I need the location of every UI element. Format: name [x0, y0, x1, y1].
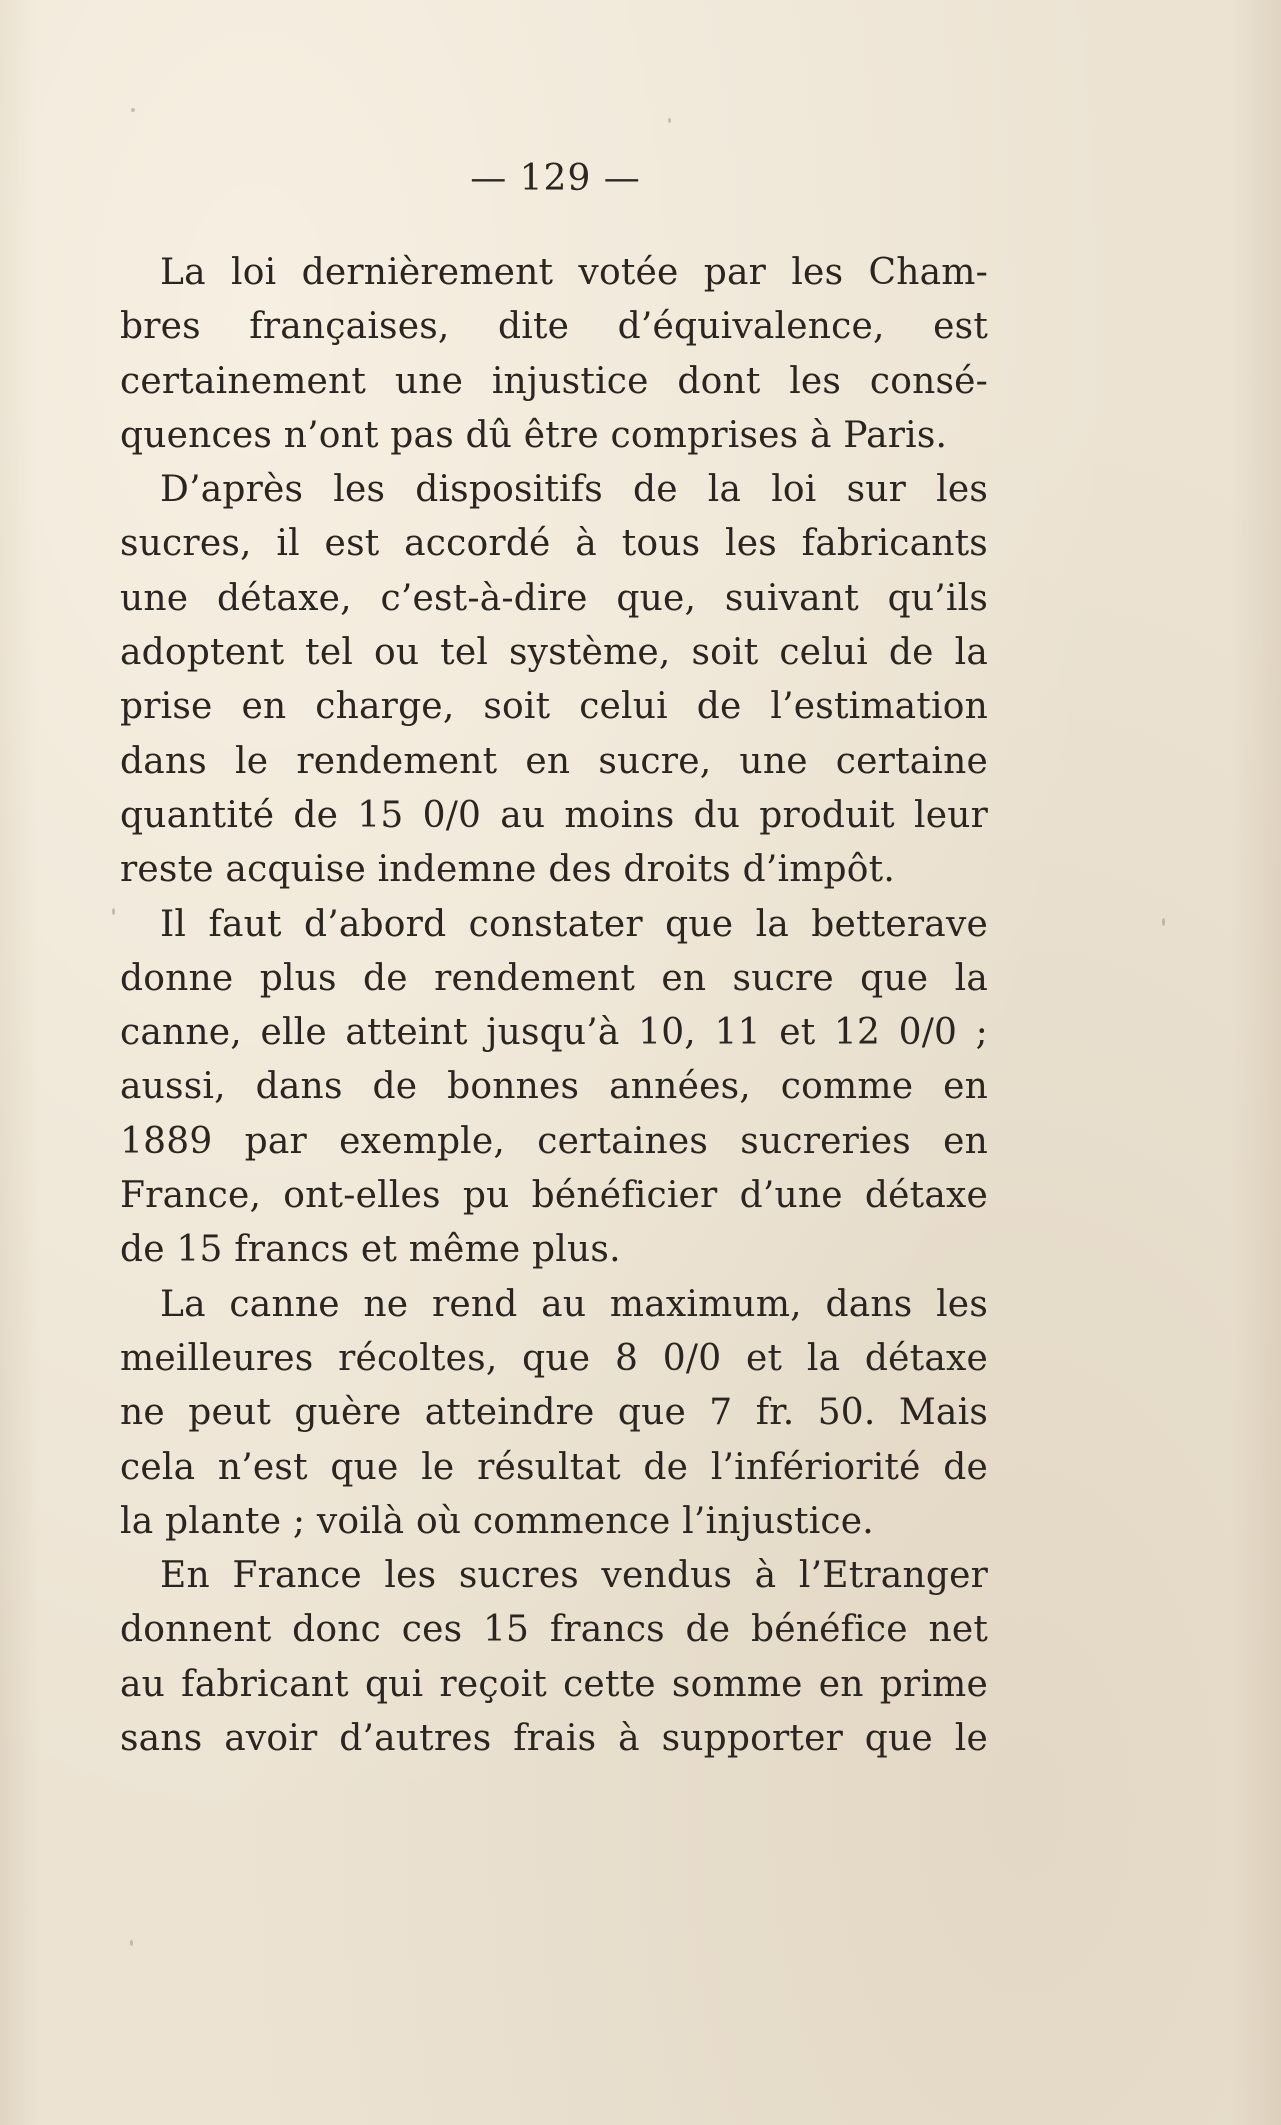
text-line: sucres, il est accordé à tous les fabricants: [120, 523, 988, 565]
text-line: adoptent tel ou tel système, soit celui de la: [120, 632, 988, 674]
text-line: canne, elle atteint jusqu’à 10, 11 et 12 0/0 ;: [120, 1012, 988, 1054]
text-line: En France les sucres vendus à l’Etranger: [160, 1555, 988, 1597]
text-line: D’après les dispositifs de la loi sur les: [160, 469, 988, 511]
text-line: au fabricant qui reçoit cette somme en prime: [120, 1663, 988, 1705]
text-line: reste acquise indemne des droits d’impôt.: [120, 849, 895, 891]
text-line: sans avoir d’autres frais à supporter que le: [120, 1718, 988, 1760]
text-line: donnent donc ces 15 francs de bénéfice net: [120, 1609, 988, 1651]
text-line: Il faut d’abord constater que la betterave: [160, 903, 988, 945]
text-line: 1889 par exemple, certaines sucreries en: [120, 1120, 988, 1162]
text-line: France, ont-elles pu bénéficier d’une détaxe: [120, 1175, 988, 1217]
text-line: prise en charge, soit celui de l’estimation: [120, 686, 988, 728]
body-text: [120, 246, 988, 1766]
text-line: dans le rendement en sucre, une certaine: [120, 740, 988, 782]
text-line: de 15 francs et même plus.: [120, 1229, 621, 1271]
text-line: aussi, dans de bonnes années, comme en: [120, 1066, 988, 1108]
text-line: la plante ; voilà où commence l’injustice.: [120, 1500, 874, 1542]
text-line: donne plus de rendement en sucre que la: [120, 957, 988, 999]
text-line: une détaxe, c’est-à-dire que, suivant qu’ils: [120, 577, 988, 619]
text-line: quences n’ont pas dû être comprises à Paris.: [120, 414, 948, 456]
text-line: meilleures récoltes, que 8 0/0 et la détaxe: [120, 1337, 988, 1379]
text-line: certainement une injustice dont les consé-: [120, 360, 988, 402]
paper-speck: [1162, 918, 1165, 926]
paper-speck: [668, 118, 671, 123]
text-line: La loi dernièrement votée par les Cham-: [160, 252, 988, 293]
paper-speck: [130, 1940, 133, 1946]
text-line: cela n’est que le résultat de l’infériorité de: [120, 1446, 988, 1488]
text-line: bres françaises, dite d’équivalence, est: [120, 306, 988, 348]
text-line: quantité de 15 0/0 au moins du produit leur: [120, 794, 988, 836]
text-line: La canne ne rend au maximum, dans les: [160, 1283, 988, 1325]
text-line: ne peut guère atteindre que 7 fr. 50. Mais: [120, 1392, 988, 1434]
paper-speck: [131, 108, 135, 112]
page-number: — 129 —: [470, 158, 641, 199]
paper-speck: [112, 908, 115, 915]
